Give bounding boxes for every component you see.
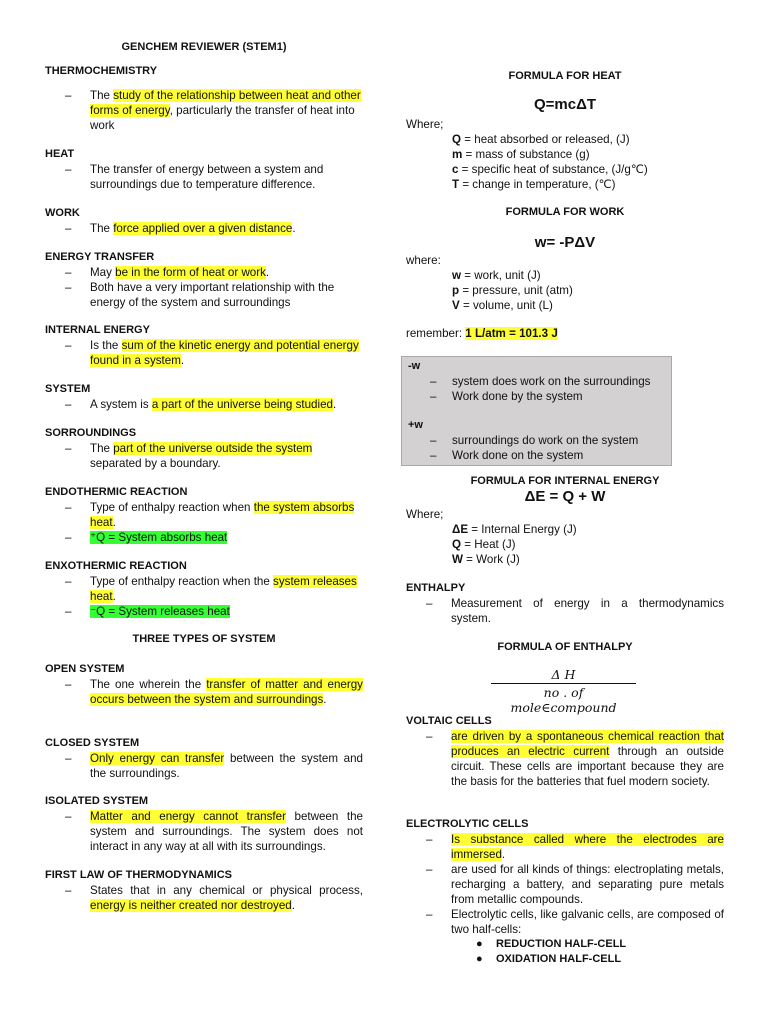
heading-three-types: THREE TYPES OF SYSTEM — [132, 633, 276, 645]
heading-internal-energy: INTERNAL ENERGY — [45, 324, 150, 336]
section-endothermic — [45, 485, 363, 545]
list-item: – Type of enthalpy reaction when the system absorbs heat. — [65, 501, 355, 529]
list-item: – Work done by the system — [430, 390, 583, 403]
heading-energy-transfer: ENERGY TRANSFER — [45, 251, 155, 263]
heat-variables: Where; Q = heat absorbed or released, (J) m = mass of substance (g) c = specific heat of substance, (J/g℃) T = change in temperature, (℃) — [406, 117, 724, 192]
section-system — [45, 382, 363, 412]
variable-row: T = change in temperature, (℃) — [452, 178, 616, 191]
list-item: – Type of enthalpy reaction when the system releases heat. — [65, 575, 357, 603]
list-item: – Work done on the system — [430, 449, 584, 462]
section-surroundings — [45, 426, 363, 471]
list-item: – A system is a part of the universe being studied. — [65, 398, 337, 411]
list-item: – States that in any chemical or physical process, energy is neither created nor destroyed. — [65, 884, 363, 912]
section-open-system — [45, 662, 363, 707]
label-negative-work: -w — [408, 360, 421, 372]
heading-system: SYSTEM — [45, 383, 91, 395]
heading-enthalpy: ENTHALPY — [406, 582, 466, 594]
highlight: energy is neither created nor destroyed — [90, 899, 292, 912]
list-item: – Electrolytic cells, like galvanic cells, are composed of two half-cells: — [426, 908, 724, 936]
section-closed-system — [45, 736, 363, 781]
heading-formula-work: FORMULA FOR WORK — [505, 206, 625, 218]
heading-open-system: OPEN SYSTEM — [45, 663, 125, 675]
list-item: – are driven by a spontaneous chemical reaction that produces an electric current through an outside circuit. These cells are important because they are the basis for the batteries that fuel modern society. — [426, 730, 724, 788]
internal-energy-variables: Where; ΔE = Internal Energy (J) Q = Heat (J) W = Work (J) — [406, 507, 724, 567]
highlight-green: ⁺Q = System absorbs heat — [90, 531, 228, 544]
work-sign-box — [401, 356, 672, 466]
heading-thermochemistry: THERMOCHEMISTRY — [45, 65, 158, 77]
list-item: – Both have a very important relationship with the energy of the system and surroundings — [65, 281, 335, 309]
highlight: the system absorbs heat — [90, 501, 355, 529]
variable-row: m = mass of substance (g) — [452, 148, 590, 161]
highlight: a part of the universe being studied — [151, 398, 333, 411]
section-work — [45, 206, 363, 236]
bullet-item: ● OXIDATION HALF-CELL — [476, 953, 622, 965]
list-item: – Is substance called where the electrodes are immersed. — [426, 833, 724, 861]
highlight: Only energy can transfer — [90, 752, 225, 765]
list-item: – surroundings do work on the system — [430, 434, 639, 447]
section-first-law — [45, 868, 363, 913]
section-thermochemistry — [45, 64, 363, 133]
list-item: – Only energy can transfer between the system and the surroundings. — [65, 752, 363, 780]
highlight: are driven by a spontaneous chemical reaction that produces an electric current — [451, 730, 724, 758]
heading-endothermic: ENDOTHERMIC REACTION — [45, 486, 188, 498]
variable-row: V = volume, unit (L) — [452, 299, 553, 312]
highlight: transfer of matter and energy occurs between the system and surroundings — [90, 678, 363, 706]
variable-row: p = pressure, unit (atm) — [452, 284, 573, 297]
formula-heat: Q=mcΔT — [533, 96, 597, 113]
list-item: – ⁺Q = System absorbs heat — [65, 531, 228, 544]
heading-exothermic: ENXOTHERMIC REACTION — [45, 560, 187, 572]
section-electrolytic-cells — [406, 817, 724, 967]
list-item: – The force applied over a given distance. — [65, 222, 296, 235]
fraction-numerator: Δ H — [491, 667, 636, 684]
remember-note: remember: 1 L/atm = 101.3 J — [406, 327, 558, 340]
list-item: – Measurement of energy in a thermodynamics system. — [426, 597, 724, 625]
heading-electrolytic-cells: ELECTROLYTIC CELLS — [406, 818, 529, 830]
heading-voltaic-cells: VOLTAIC CELLS — [406, 715, 492, 727]
variable-row: W = Work (J) — [452, 553, 520, 566]
variable-row: Q = Heat (J) — [452, 538, 516, 551]
section-voltaic-cells — [406, 714, 724, 789]
list-item: – Is the sum of the kinetic energy and potential energy found in a system. — [65, 339, 359, 367]
heading-work: WORK — [45, 207, 80, 219]
work-variables: where: w = work, unit (J) p = pressure, unit (atm) V = volume, unit (L) — [406, 253, 724, 313]
section-internal-energy — [45, 323, 363, 368]
highlight: part of the universe outside the system — [113, 442, 313, 455]
variable-row: w = work, unit (J) — [452, 269, 541, 282]
heading-formula-internal-energy: FORMULA FOR INTERNAL ENERGY — [470, 475, 660, 487]
highlight: 1 L/atm = 101.3 J — [465, 327, 558, 340]
section-energy-transfer — [45, 250, 363, 310]
list-item: – The study of the relationship between heat and other forms of energy, particularly the transfer of heat into work — [65, 89, 361, 132]
list-item: – May be in the form of heat or work. — [65, 266, 270, 279]
variable-row: c = specific heat of substance, (J/g℃) — [452, 163, 648, 176]
heading-isolated-system: ISOLATED SYSTEM — [45, 795, 149, 807]
list-item: – The part of the universe outside the system separated by a boundary. — [65, 442, 313, 470]
highlight: study of the relationship between heat and other forms of energy — [90, 89, 361, 117]
bullet-item: ● REDUCTION HALF-CELL — [476, 938, 627, 950]
heading-surroundings: SORROUNDINGS — [45, 427, 137, 439]
document-title: GENCHEM REVIEWER (STEM1) — [121, 41, 287, 53]
heading-formula-enthalpy: FORMULA OF ENTHALPY — [497, 641, 633, 653]
label-positive-work: +w — [408, 419, 423, 431]
list-item: – Matter and energy cannot transfer between the system and surroundings. The system does not interact in any way at all with its surroundings. — [65, 810, 363, 853]
fraction-denominator: no . of mole∈compound — [510, 685, 617, 715]
heading-formula-heat: FORMULA FOR HEAT — [508, 70, 622, 82]
section-heat — [45, 147, 363, 192]
heading-heat: HEAT — [45, 148, 75, 160]
highlight: Is substance called where the electrodes are immersed — [451, 833, 724, 861]
formula-work: w= -PΔV — [534, 234, 596, 251]
heading-first-law: FIRST LAW OF THERMODYNAMICS — [45, 869, 232, 881]
list-item: – ⁻Q = System releases heat — [65, 605, 230, 618]
section-enthalpy — [406, 581, 724, 626]
variable-row: Q = heat absorbed or released, (J) — [452, 133, 630, 146]
enthalpy-fraction — [491, 667, 636, 715]
formula-internal-energy: ΔE = Q + W — [524, 488, 606, 505]
highlight: Matter and energy cannot transfer — [90, 810, 286, 823]
list-item: – The one wherein the transfer of matter and energy occurs between the system and surroundings. — [65, 678, 363, 706]
list-item: – are used for all kinds of things: electroplating metals, recharging a battery, and separating pure metals from metallic compounds. — [426, 863, 724, 906]
highlight: be in the form of heat or work — [115, 266, 266, 279]
highlight-green: ⁻Q = System releases heat — [90, 605, 230, 618]
section-exothermic — [45, 559, 363, 619]
list-item: – system does work on the surroundings — [430, 375, 651, 388]
highlight: sum of the kinetic energy and potential energy found in a system — [90, 339, 359, 367]
section-isolated-system — [45, 794, 363, 854]
highlight: system releases heat — [90, 575, 357, 603]
highlight: force applied over a given distance — [113, 222, 293, 235]
heading-closed-system: CLOSED SYSTEM — [45, 737, 140, 749]
variable-row: ΔE = Internal Energy (J) — [452, 523, 577, 536]
list-item: – The transfer of energy between a system and surroundings due to temperature difference. — [65, 163, 324, 191]
